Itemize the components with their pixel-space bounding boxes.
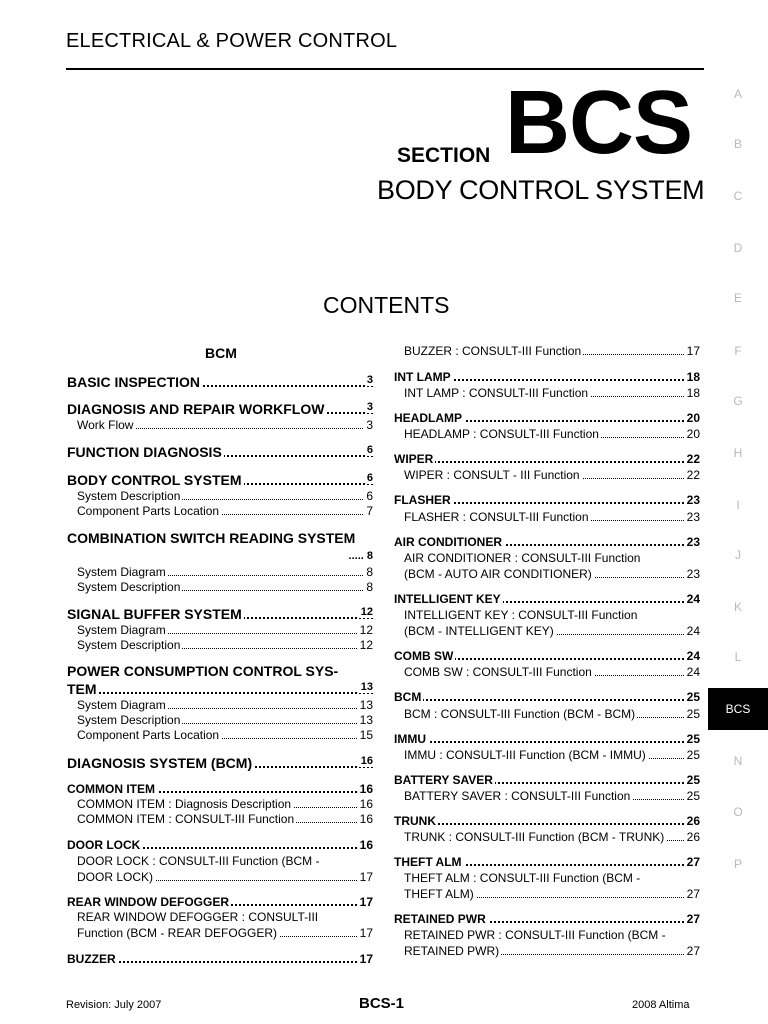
toc-leader-dots <box>394 461 700 463</box>
manual-category: ELECTRICAL & POWER CONTROL <box>66 30 398 52</box>
toc-entry-page: 17 <box>359 926 373 940</box>
toc-entry-page: 12 <box>359 638 373 652</box>
toc-entry-title: System Diagram <box>77 623 166 637</box>
toc-entry[interactable] <box>77 623 373 637</box>
toc-entry[interactable] <box>404 510 700 524</box>
toc-entry[interactable] <box>404 344 700 358</box>
toc-entry[interactable] <box>404 830 700 844</box>
toc-entry-title: FUNCTION DIAGNOSIS <box>67 444 222 460</box>
toc-entry[interactable] <box>77 728 373 742</box>
toc-entry-page: 13 <box>359 713 373 727</box>
footer-revision: Revision: July 2007 <box>66 999 162 1011</box>
section-tab-p[interactable]: P <box>733 857 742 871</box>
toc-entry-title: TRUNK : CONSULT-III Function (BCM - TRUNK) <box>404 830 665 844</box>
toc-entry-title: BUZZER <box>67 952 116 966</box>
toc-entry[interactable] <box>394 452 700 466</box>
toc-entry-page: 24 <box>686 665 700 679</box>
toc-leader-dots <box>394 741 700 743</box>
toc-entry-title: INT LAMP : CONSULT-III Function <box>404 386 589 400</box>
toc-entry-page: 3 <box>366 401 373 413</box>
toc-entry-title: REAR WINDOW DEFOGGER <box>67 895 229 909</box>
section-tab-c[interactable]: C <box>733 189 743 203</box>
toc-entry[interactable] <box>77 638 373 652</box>
toc-entry[interactable] <box>67 895 373 909</box>
toc-entry[interactable] <box>394 814 700 828</box>
toc-entry-title: HEADLAMP <box>394 411 462 425</box>
toc-entry-title: HEADLAMP : CONSULT-III Function <box>404 427 599 441</box>
toc-entry-title: THEFT ALM <box>394 855 462 869</box>
toc-entry-page: 25 <box>686 748 700 762</box>
toc-entry-page: 16 <box>359 838 373 852</box>
toc-entry-title: BUZZER : CONSULT-III Function <box>404 344 582 358</box>
toc-entry-page: 8 <box>366 565 373 579</box>
toc-leader-dots <box>67 692 373 694</box>
toc-entry-page: 24 <box>686 624 700 638</box>
toc-entry[interactable] <box>404 386 700 400</box>
toc-entry-page: 6 <box>366 444 373 456</box>
toc-entry-page: 20 <box>686 427 700 441</box>
toc-entry-title: DIAGNOSIS AND REPAIR WORKFLOW <box>67 401 325 417</box>
toc-entry-title: BATTERY SAVER <box>394 773 493 787</box>
toc-entry-page: 15 <box>359 728 373 742</box>
toc-entry[interactable] <box>77 910 373 924</box>
toc-entry-page: 27 <box>686 912 700 926</box>
toc-entry-title: TEM <box>67 681 97 697</box>
toc-entry-title: INTELLIGENT KEY <box>394 592 501 606</box>
toc-entry-page: 7 <box>366 504 373 518</box>
toc-entry-title: Component Parts Location <box>77 504 220 518</box>
toc-entry[interactable] <box>67 952 373 966</box>
toc-entry[interactable] <box>404 468 700 482</box>
toc-entry-title: IMMU <box>394 732 426 746</box>
toc-entry-page: 8 <box>366 580 373 594</box>
toc-entry[interactable] <box>77 812 373 826</box>
toc-entry-title: WIPER <box>394 452 434 466</box>
toc-entry[interactable] <box>77 713 373 727</box>
toc-entry[interactable] <box>394 732 700 746</box>
toc-entry-page: 25 <box>686 690 700 704</box>
toc-entry-page: 24 <box>686 649 700 663</box>
toc-entry[interactable] <box>404 887 700 901</box>
toc-entry[interactable] <box>394 912 700 926</box>
footer-page-number: BCS-1 <box>359 995 405 1012</box>
toc-entry-title: COMB SW : CONSULT-III Function <box>404 665 592 679</box>
toc-entry[interactable] <box>77 698 373 712</box>
toc-entry-title: THEFT ALM) <box>404 887 474 901</box>
toc-entry[interactable] <box>404 789 700 803</box>
toc-entry[interactable] <box>404 567 700 581</box>
toc-leader-dots <box>394 699 700 701</box>
toc-entry-title: BASIC INSPECTION <box>67 374 201 390</box>
toc-entry-title: System Description <box>77 580 181 594</box>
toc-entry-page: 26 <box>686 830 700 844</box>
toc-entry-title: FLASHER <box>394 493 451 507</box>
toc-entry-title: BCM <box>394 690 422 704</box>
toc-entry-title: (BCM - INTELLIGENT KEY) <box>404 624 554 638</box>
section-tab-h[interactable]: H <box>733 446 743 460</box>
section-tab-l[interactable]: L <box>734 650 742 664</box>
toc-entry[interactable] <box>394 592 700 606</box>
toc-entry-title: DOOR LOCK : CONSULT-III Function (BCM - <box>77 854 320 868</box>
toc-entry[interactable] <box>404 871 700 885</box>
toc-entry-page: 25 <box>686 773 700 787</box>
toc-entry-page: ..... 8 <box>348 550 373 562</box>
toc-entry-page: 3 <box>366 374 373 386</box>
toc-entry-title: Work Flow <box>77 418 134 432</box>
toc-entry-title: RETAINED PWR : CONSULT-III Function (BCM - <box>404 928 666 942</box>
toc-entry-page: 18 <box>686 370 700 384</box>
toc-entry-page: 17 <box>359 870 373 884</box>
toc-entry-page: 20 <box>686 411 700 425</box>
toc-entry[interactable] <box>394 855 700 869</box>
toc-entry-title: DOOR LOCK) <box>77 870 154 884</box>
toc-entry-title: AIR CONDITIONER : CONSULT-III Function <box>404 551 641 565</box>
section-tab-i[interactable]: I <box>736 498 740 512</box>
toc-entry-page: 16 <box>359 812 373 826</box>
toc-entry-title: COMMON ITEM : CONSULT-III Function <box>77 812 295 826</box>
section-label: SECTION <box>397 144 491 167</box>
toc-entry[interactable] <box>67 444 373 460</box>
section-tab-b[interactable]: B <box>733 137 742 151</box>
toc-entry-title: INT LAMP <box>394 370 451 384</box>
toc-entry-title: RETAINED PWR) <box>404 944 500 958</box>
toc-entry-page: 17 <box>686 344 700 358</box>
toc-entry[interactable] <box>77 418 373 432</box>
toc-entry[interactable] <box>404 624 700 638</box>
toc-entry-page: 13 <box>360 681 373 693</box>
section-tab-o[interactable]: O <box>733 805 743 819</box>
toc-entry[interactable] <box>67 374 373 390</box>
toc-entry-page: 13 <box>359 698 373 712</box>
toc-entry[interactable] <box>77 565 373 579</box>
toc-entry-title: REAR WINDOW DEFOGGER : CONSULT-III <box>77 910 319 924</box>
toc-entry-title: BCM : CONSULT-III Function (BCM - BCM) <box>404 707 636 721</box>
toc-entry[interactable] <box>404 608 700 622</box>
toc-entry-page: 12 <box>360 606 373 618</box>
section-tab-e[interactable]: E <box>733 291 742 305</box>
toc-entry-title: System Description <box>77 638 181 652</box>
toc-entry-page: 25 <box>686 789 700 803</box>
section-tab-k[interactable]: K <box>733 600 742 614</box>
toc-entry-title: DOOR LOCK <box>67 838 141 852</box>
toc-entry-title: POWER CONSUMPTION CONTROL SYS- <box>67 663 339 679</box>
toc-entry-title: IMMU : CONSULT-III Function (BCM - IMMU) <box>404 748 646 762</box>
toc-entry[interactable] <box>67 755 373 771</box>
toc-entry-page: 26 <box>686 814 700 828</box>
section-tab-a[interactable]: A <box>733 87 742 101</box>
toc-entry[interactable] <box>67 838 373 852</box>
section-tab-g[interactable]: G <box>733 394 743 408</box>
section-tab-d[interactable]: D <box>733 241 743 255</box>
toc-entry[interactable] <box>77 854 373 868</box>
toc-entry-title: Function (BCM - REAR DEFOGGER) <box>77 926 278 940</box>
toc-entry[interactable] <box>404 944 700 958</box>
toc-entry[interactable] <box>343 550 373 566</box>
footer-model: 2008 Altima <box>632 999 690 1011</box>
toc-entry[interactable] <box>77 870 373 884</box>
toc-entry-title: INTELLIGENT KEY : CONSULT-III Function <box>404 608 638 622</box>
section-tab-n[interactable]: N <box>733 754 743 768</box>
toc-entry-title: COMMON ITEM <box>67 782 155 796</box>
toc-entry-title: SIGNAL BUFFER SYSTEM <box>67 606 242 622</box>
toc-entry[interactable] <box>77 797 373 811</box>
toc-entry[interactable] <box>67 401 373 417</box>
toc-entry[interactable] <box>394 773 700 787</box>
toc-entry[interactable] <box>394 370 700 384</box>
toc-entry-title: System Diagram <box>77 565 166 579</box>
section-tab-j[interactable]: J <box>735 548 741 562</box>
toc-entry-page: 17 <box>359 952 373 966</box>
toc-entry[interactable] <box>404 551 700 565</box>
toc-entry-page: 23 <box>686 535 700 549</box>
toc-entry[interactable] <box>404 748 700 762</box>
header-rule <box>66 68 704 70</box>
toc-entry[interactable] <box>394 535 700 549</box>
toc-group-heading: BCM <box>205 345 237 361</box>
toc-entry-title: WIPER : CONSULT - III Function <box>404 468 580 482</box>
toc-entry-page: 23 <box>686 510 700 524</box>
toc-entry-page: 22 <box>686 452 700 466</box>
toc-entry-title: BATTERY SAVER : CONSULT-III Function <box>404 789 631 803</box>
section-code: BCS <box>505 73 693 173</box>
toc-entry[interactable] <box>67 472 373 488</box>
toc-entry-page: 16 <box>359 797 373 811</box>
toc-entry-title: DIAGNOSIS SYSTEM (BCM) <box>67 755 253 771</box>
toc-entry-title: COMB SW <box>394 649 454 663</box>
toc-entry-page: 22 <box>686 468 700 482</box>
toc-entry-title: THEFT ALM : CONSULT-III Function (BCM - <box>404 871 641 885</box>
toc-entry[interactable] <box>77 926 373 940</box>
toc-entry-page: 25 <box>686 732 700 746</box>
toc-entry-page: 23 <box>686 493 700 507</box>
toc-entry-page: 27 <box>686 887 700 901</box>
toc-entry[interactable] <box>394 493 700 507</box>
toc-entry[interactable] <box>67 530 373 546</box>
toc-entry[interactable] <box>404 928 700 942</box>
toc-entry-page: 12 <box>359 623 373 637</box>
section-tab-f[interactable]: F <box>734 344 742 358</box>
toc-entry[interactable] <box>404 427 700 441</box>
toc-entry-title <box>343 550 345 566</box>
toc-leader-dots <box>394 823 700 825</box>
toc-entry[interactable] <box>77 580 373 594</box>
toc-entry[interactable] <box>404 665 700 679</box>
toc-entry-title: Component Parts Location <box>77 728 220 742</box>
toc-entry[interactable] <box>77 504 373 518</box>
toc-entry[interactable] <box>67 782 373 796</box>
section-title: BODY CONTROL SYSTEM <box>377 175 705 205</box>
toc-entry-title: TRUNK <box>394 814 436 828</box>
toc-entry-page: 18 <box>686 386 700 400</box>
toc-entry-title: System Description <box>77 713 181 727</box>
toc-entry[interactable] <box>67 663 373 679</box>
toc-entry-page: 16 <box>359 782 373 796</box>
toc-entry[interactable] <box>67 606 373 622</box>
toc-entry-page: 17 <box>359 895 373 909</box>
toc-entry[interactable] <box>394 649 700 663</box>
toc-entry-title: AIR CONDITIONER <box>394 535 502 549</box>
section-tab-bcs[interactable]: BCS <box>708 688 768 730</box>
toc-entry[interactable] <box>67 681 373 697</box>
section-index-tabs <box>708 0 768 1024</box>
toc-entry[interactable] <box>404 707 700 721</box>
toc-entry[interactable] <box>394 690 700 704</box>
toc-entry[interactable] <box>394 411 700 425</box>
toc-entry[interactable] <box>77 489 373 503</box>
toc-entry-page: 6 <box>366 472 373 484</box>
toc-entry-page: 24 <box>686 592 700 606</box>
toc-entry-title: COMBINATION SWITCH READING SYSTEM <box>67 530 356 546</box>
toc-entry-page: 23 <box>686 567 700 581</box>
toc-entry-title: BODY CONTROL SYSTEM <box>67 472 242 488</box>
toc-entry-title: (BCM - AUTO AIR CONDITIONER) <box>404 567 592 581</box>
toc-entry-title: FLASHER : CONSULT-III Function <box>404 510 589 524</box>
toc-entry-page: 16 <box>360 755 373 767</box>
toc-entry-page: 6 <box>366 489 373 503</box>
toc-entry-title: COMMON ITEM : Diagnosis Description <box>77 797 292 811</box>
toc-entry-title: System Diagram <box>77 698 166 712</box>
toc-entry-page: 27 <box>686 944 700 958</box>
toc-entry-title: System Description <box>77 489 181 503</box>
toc-entry-page: 3 <box>366 418 373 432</box>
toc-entry-page: 27 <box>686 855 700 869</box>
toc-entry-page: 25 <box>686 707 700 721</box>
toc-entry-title: RETAINED PWR <box>394 912 486 926</box>
contents-title: CONTENTS <box>323 292 450 318</box>
